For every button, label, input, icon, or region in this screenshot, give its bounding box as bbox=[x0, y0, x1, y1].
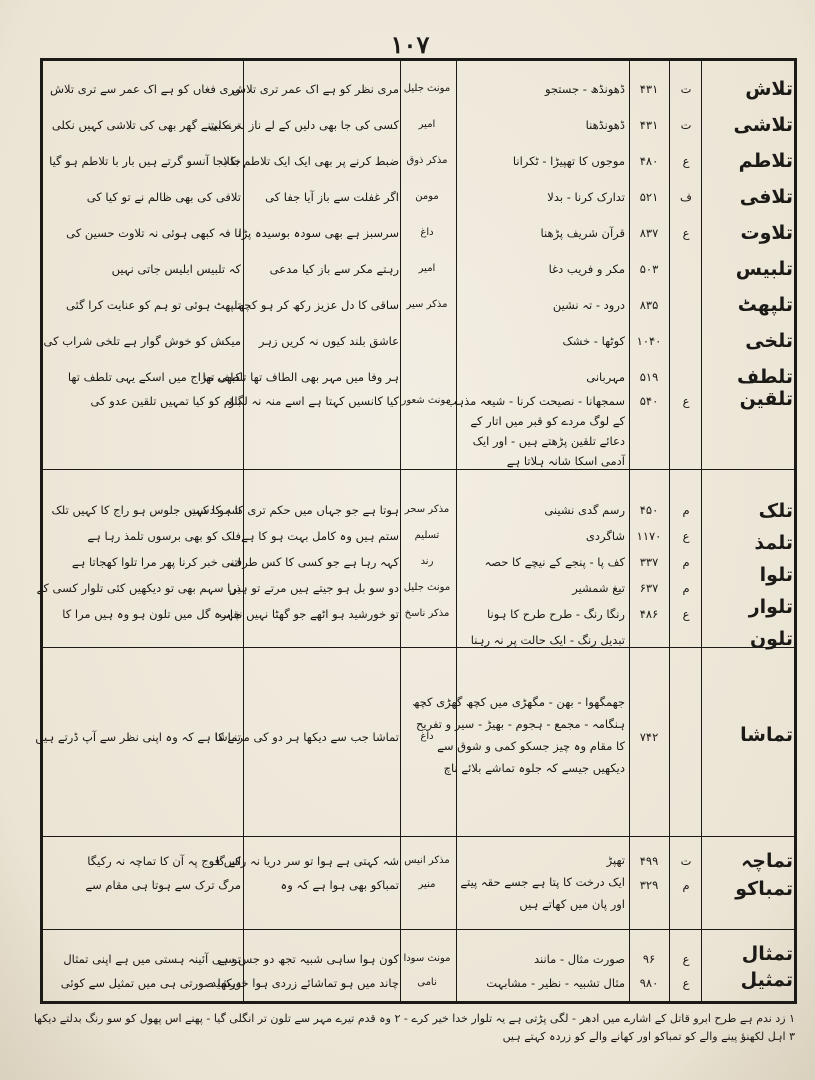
reference-number: ۸۳۵ bbox=[639, 298, 659, 312]
couplet-line: نا فہ کبھی ہوئی نہ تلاوت حسین کی bbox=[66, 226, 241, 240]
meaning-line: ایک درخت کا پتا ہے جسے حقہ پیتے bbox=[460, 875, 625, 889]
reference-number: ۴۳۱ bbox=[639, 82, 659, 96]
headword: تلطف bbox=[736, 366, 793, 388]
poet-column bbox=[403, 727, 451, 747]
couplet-line: اس فوج پہ آن کا تماچہ نہ رکیگا bbox=[87, 854, 241, 868]
verse-line: عاشق بلند کیوں نہ کریں زہر bbox=[258, 334, 399, 348]
origin-mark: ع bbox=[682, 154, 690, 168]
headword: تلبیس bbox=[735, 258, 793, 280]
reference-number: ۷۴۲ bbox=[639, 730, 659, 744]
verse-line: ہوتا ہے جو جہاں میں حکم تری کا ہو دست bbox=[188, 503, 399, 517]
origin-mark: ت bbox=[680, 118, 692, 132]
verse-line: ہر وفا میں مہر بھی الطاف تھا تلطف تھا bbox=[202, 370, 399, 384]
headword: تماچہ bbox=[741, 850, 793, 872]
headword: تلاوت bbox=[740, 222, 793, 244]
meaning-line: تدارک کرنا - بدلا bbox=[547, 190, 625, 204]
poet-name: مونث جلیل bbox=[403, 582, 451, 593]
poet-column bbox=[403, 497, 451, 627]
headword: تمثیل bbox=[740, 969, 793, 991]
meaning-column bbox=[446, 391, 625, 471]
footnote-line: ۱ زد ندم ہے طرح ابرو قاتل کے اشارے میں ادھر - لگی پڑتی ہے یہ تلوار خدا خیر کرے - ۲ وہ قدم تیرے مہر سے تلون تر انگلی گیا - پھنے اس پھول کو سو رنگ بدلتے دیکھا bbox=[33, 1012, 795, 1025]
meaning-line: ہنگامہ - مجمع - ہجوم - بھیڑ - سیر و تفریح bbox=[416, 717, 625, 731]
meaning-line: تھپڑ bbox=[606, 853, 625, 867]
headword: تماشا bbox=[740, 724, 793, 746]
meaning-line: صورت مثال - مانند bbox=[533, 952, 625, 966]
poet-column bbox=[403, 71, 451, 323]
verse-line: تماشا جب سے دیکھا ہر دو کی مرنے کا bbox=[214, 730, 399, 744]
headword: تلافی bbox=[739, 186, 793, 208]
headword: تلقین bbox=[739, 388, 793, 410]
origin-column bbox=[671, 497, 701, 627]
reference-number: ۳۳۷ bbox=[639, 555, 659, 569]
meaning-line: قرآن شریف پڑھنا bbox=[540, 226, 625, 240]
verse-line: کون ہوا ساہی شبیہ تجھ دو جس سے bbox=[218, 952, 399, 966]
meaning-line: ڈھونڈھ - جستجو bbox=[544, 82, 625, 96]
meaning-line: سمجھانا - نصیحت کرنا - شیعہ مذہب bbox=[446, 394, 625, 408]
reference-number: ۹۶ bbox=[642, 952, 656, 966]
couplet-line: تلافی کی بھی ظالم نے تو کیا کی bbox=[86, 190, 241, 204]
meaning-line: ڈھونڈھنا bbox=[585, 118, 625, 132]
origin-mark: ت bbox=[680, 854, 692, 868]
meaning-line: جھمگھوا - بھن - مگھڑی میں کچھ گھڑی کچھ bbox=[412, 695, 625, 709]
headword: تلون bbox=[749, 628, 793, 650]
origin-mark: م bbox=[682, 878, 690, 892]
origin-column bbox=[671, 71, 701, 251]
meaning-line: رسم گدی نشینی bbox=[544, 503, 625, 517]
verse-column bbox=[215, 849, 399, 897]
couplet-line: فلک کو بھی برسوں تلمذ رہا ہے bbox=[87, 529, 241, 543]
meaning-line: اور پان میں کھاتے ہیں bbox=[519, 897, 625, 911]
headword: تلاشی bbox=[733, 114, 793, 136]
reference-number: ۴۹۹ bbox=[639, 854, 659, 868]
reference-column bbox=[631, 727, 667, 747]
reference-number: ۵۱۹ bbox=[639, 370, 659, 384]
verse-line: ساقی کا دل عزیز رکھ کر ہو کچھ bbox=[237, 298, 399, 312]
couplet-line: دیکھا صورتی ہی میں تمثیل سے کوئی bbox=[60, 976, 241, 990]
poet-name: نامی bbox=[417, 977, 437, 988]
reference-column bbox=[631, 849, 667, 897]
reference-number: ۴۵۰ bbox=[639, 503, 659, 517]
reference-column bbox=[631, 497, 667, 627]
footnote-line: ۳ اہل لکھنؤ پینے والے کو تمباکو اور کھانے والے کو زردہ کہتے ہیں bbox=[502, 1030, 795, 1043]
reference-number: ۵۲۱ bbox=[639, 190, 659, 204]
headword: تمباکو bbox=[735, 878, 793, 900]
couplet-column bbox=[35, 727, 241, 747]
poet-name: داغ bbox=[420, 731, 434, 742]
couplet-line: بنام کو کیا تمہیں تلقین عدو کی bbox=[90, 394, 241, 408]
origin-mark: ع bbox=[682, 226, 690, 240]
poet-name: مونث شعور bbox=[401, 395, 451, 406]
reference-column bbox=[631, 391, 667, 411]
poet-column bbox=[403, 391, 451, 411]
headword: تلخی bbox=[745, 330, 793, 352]
verse-column bbox=[202, 71, 399, 395]
reference-column bbox=[631, 947, 667, 995]
meaning-line: مکر و فریب دغا bbox=[548, 262, 625, 276]
origin-mark: ت bbox=[680, 82, 692, 96]
meaning-line: موجوں کا تھپیڑا - ٹکرانا bbox=[512, 154, 625, 168]
reference-number: ۱۰۴۰ bbox=[636, 334, 662, 348]
couplet-column bbox=[49, 391, 241, 411]
couplet-line: تلپھٹ ہوئی تو ہم کو عنایت کرا گئی bbox=[66, 298, 241, 312]
headword-column bbox=[705, 847, 793, 903]
meaning-line: تیغ شمشیر bbox=[572, 581, 625, 595]
verse-line: کسی کی جا بھی دلیں کے لے ناز نہ نکلی bbox=[208, 118, 399, 132]
couplet-line: کبھی مزاج میں اسکے یہی تلطف تھا bbox=[67, 370, 241, 384]
origin-column bbox=[671, 391, 701, 411]
meaning-line: تبدیل رنگ - ایک حالت پر نہ رہنا bbox=[470, 633, 625, 647]
meaning-column bbox=[463, 71, 625, 395]
reference-number: ۵۴۰ bbox=[639, 394, 659, 408]
headword: تلوا bbox=[759, 564, 793, 586]
verse-line: رہتے مکر سے باز کیا مدعی bbox=[269, 262, 399, 276]
meaning-line: رنگا رنگ - طرح طرح کا ہونا bbox=[487, 607, 625, 621]
couplet-column bbox=[43, 71, 241, 395]
poet-name: امیر bbox=[418, 119, 436, 130]
poet-name: مذکر سحر bbox=[404, 504, 450, 515]
entry-block bbox=[43, 933, 794, 1003]
verse-column bbox=[210, 947, 399, 995]
poet-name: داغ bbox=[420, 227, 434, 238]
headword-column bbox=[705, 387, 793, 411]
verse-line: تمباکو بھی ہوا ہے کہ وہ bbox=[280, 878, 399, 892]
couplet-line: تو ہی آئینہ ہستی میں ہے اپنی تمثال bbox=[63, 952, 241, 966]
verse-line: مری نظر کو ہے اک عمر تری تلاش bbox=[232, 82, 399, 96]
origin-column bbox=[671, 947, 701, 995]
poet-name: مذکر انیس bbox=[404, 855, 450, 866]
headword: تلاطم bbox=[738, 150, 793, 172]
poet-name: امیر bbox=[418, 263, 436, 274]
reference-number: ۱۱۷۰ bbox=[636, 529, 662, 543]
origin-mark: ع bbox=[682, 394, 690, 408]
poet-name: تسلیم bbox=[414, 530, 440, 541]
reference-number: ۶۳۷ bbox=[639, 581, 659, 595]
meaning-column bbox=[460, 849, 625, 915]
couplet-line: شہ کا کہیں جلوس ہو راج کا کہیں تلک bbox=[51, 503, 241, 517]
section-rule bbox=[43, 929, 794, 930]
verse-line: ستم ہیں وہ کامل بہت ہو کا ہے bbox=[241, 529, 399, 543]
headword: تلمذ bbox=[754, 532, 793, 554]
verse-column bbox=[214, 727, 399, 747]
headword-column bbox=[705, 71, 793, 395]
meaning-line: کف پا - پنجے کے نیچے کا حصہ bbox=[484, 555, 625, 569]
origin-column bbox=[671, 849, 701, 897]
reference-column bbox=[631, 71, 667, 395]
verse-line: دو سو بل ہو جیتے ہیں مرتے تو ہیں bbox=[228, 581, 399, 595]
reference-number: ۸۳۷ bbox=[639, 226, 659, 240]
couplet-line: مرگ ترک سے ہوتا ہی مقام سے bbox=[85, 878, 241, 892]
verse-line: کیا کانسیں کہتا ہے اسے منہ نہ لگاؤ bbox=[228, 394, 399, 408]
origin-mark: ع bbox=[682, 607, 690, 621]
meaning-line: مہربانی bbox=[586, 370, 625, 384]
origin-mark: م bbox=[682, 503, 690, 517]
origin-mark: م bbox=[682, 581, 690, 595]
section-rule bbox=[43, 469, 794, 470]
entry-block bbox=[43, 387, 794, 467]
couplet-line: کہ تلبیس ابلیس جاتی نہیں bbox=[111, 262, 241, 276]
verse-line: شہ کہتی ہے ہوا تو سر دریا نہ رکے گا bbox=[215, 854, 399, 868]
section-rule bbox=[43, 647, 794, 648]
reference-number: ۵۰۳ bbox=[639, 262, 659, 276]
poet-name: مذکر سیر bbox=[406, 299, 448, 310]
meaning-line: دیکھیں جیسے کہ جلوہ تماشے بلائے ناچ bbox=[443, 761, 625, 775]
couplet-line: مری فغاں کو ہے اک عمر سے تری تلاش bbox=[49, 82, 241, 96]
reference-number: ۴۸۰ bbox=[639, 154, 659, 168]
headword: تلک bbox=[758, 500, 793, 522]
origin-mark: ف bbox=[680, 190, 692, 204]
couplet-line: تماشا ہے کہ وہ اپنی نظر سے آپ ڈرتے ہیں bbox=[35, 730, 241, 744]
reference-number: ۳۲۹ bbox=[639, 878, 659, 892]
couplet-column bbox=[49, 947, 241, 995]
meaning-line: دعائے تلقین پڑھتے ہیں - اور ایک bbox=[472, 434, 625, 448]
verse-line: سرسبز ہے بھی سودہ بوسیدہ پڑا bbox=[238, 226, 399, 240]
poet-name: مونث جلیل bbox=[403, 83, 451, 94]
poet-name: مذکر ذوق bbox=[406, 155, 448, 166]
dictionary-table bbox=[35, 58, 797, 1004]
meaning-line: کا مقام وہ چیز جسکو کمی و شوق سے bbox=[437, 739, 625, 753]
footnotes bbox=[33, 1010, 795, 1046]
headword: تلاش bbox=[745, 78, 793, 100]
reference-number: ۴۳۱ bbox=[639, 118, 659, 132]
poet-column bbox=[403, 849, 451, 897]
meaning-line: کے لوگ مردے کو قبر میں اتار کے bbox=[470, 414, 625, 428]
entry-block bbox=[43, 839, 794, 927]
verse-line: ضبط کرنے پر بھی ایک ایک تلاطم نکلا bbox=[223, 154, 399, 168]
meaning-column bbox=[463, 947, 625, 995]
couplet-line: جا بجا آنسو گرتے ہیں بار با تلاطم ہو گیا bbox=[49, 154, 241, 168]
page-number: ١٠٧ bbox=[390, 30, 430, 59]
headword-column bbox=[705, 495, 793, 655]
meaning-column bbox=[463, 497, 625, 653]
meaning-line: درود - تہ نشین bbox=[552, 298, 625, 312]
poet-name: مونث سودا bbox=[403, 953, 451, 964]
poet-name: رند bbox=[420, 556, 434, 567]
origin-mark: م bbox=[682, 555, 690, 569]
entry-block bbox=[35, 651, 794, 833]
couplet-line: اتنی خبر کرنا پھر مرا تلوا کھجاتا ہے bbox=[71, 555, 241, 569]
poet-name: منیر bbox=[418, 879, 436, 890]
headword: تلپھٹ bbox=[737, 294, 793, 316]
meaning-line: شاگردی bbox=[585, 529, 625, 543]
headword-column bbox=[705, 941, 793, 993]
poet-column bbox=[403, 947, 451, 995]
origin-mark: ع bbox=[682, 976, 690, 990]
poet-name: مذکر ناسخ bbox=[404, 608, 450, 619]
couplet-line: ترے بیتنے گھر بھی کی تلاشی کہیں نکلی bbox=[51, 118, 241, 132]
headword-column bbox=[705, 723, 793, 747]
meaning-line: کوٹھا - خشک bbox=[562, 334, 625, 348]
couplet-column bbox=[36, 497, 241, 627]
verse-line: تو خورشید ہو اٹھے جو گھٹا نہیں نقاب bbox=[219, 607, 399, 621]
meaning-line: مثال تشبیہ - نظیر - مشابہت bbox=[486, 976, 625, 990]
verse-column bbox=[188, 497, 399, 627]
headword: تمثال bbox=[741, 943, 793, 965]
section-rule bbox=[43, 836, 794, 837]
meaning-line: آدمی اسکا شانہ ہلاتا ہے bbox=[506, 454, 625, 468]
origin-mark: ع bbox=[682, 952, 690, 966]
verse-line: کہہ رہا ہے جو کسی کا کس طرف bbox=[230, 555, 399, 569]
verse-column bbox=[228, 391, 399, 411]
poet-name: مومن bbox=[415, 191, 439, 202]
verse-line: اگر غفلت سے باز آیا جفا کی bbox=[265, 190, 399, 204]
verse-line: چاند میں ہو تماشائے زردی ہوا خورشید bbox=[210, 976, 399, 990]
origin-mark: ع bbox=[682, 529, 690, 543]
couplet-column bbox=[49, 849, 241, 897]
entry-block bbox=[36, 475, 794, 650]
couplet-line: میکش کو خوش گوار ہے تلخی شراب کی bbox=[43, 334, 241, 348]
headword: تلوار bbox=[748, 596, 793, 618]
reference-number: ۴۸۶ bbox=[639, 607, 659, 621]
couplet-line: چہرہ گل میں تلون ہو وہ ہیں مرا کا bbox=[62, 607, 241, 621]
reference-number: ۹۸۰ bbox=[639, 976, 659, 990]
couplet-line: ذرا سہم بھی تو دیکھیں کئی تلوار کسی کے bbox=[36, 581, 241, 595]
